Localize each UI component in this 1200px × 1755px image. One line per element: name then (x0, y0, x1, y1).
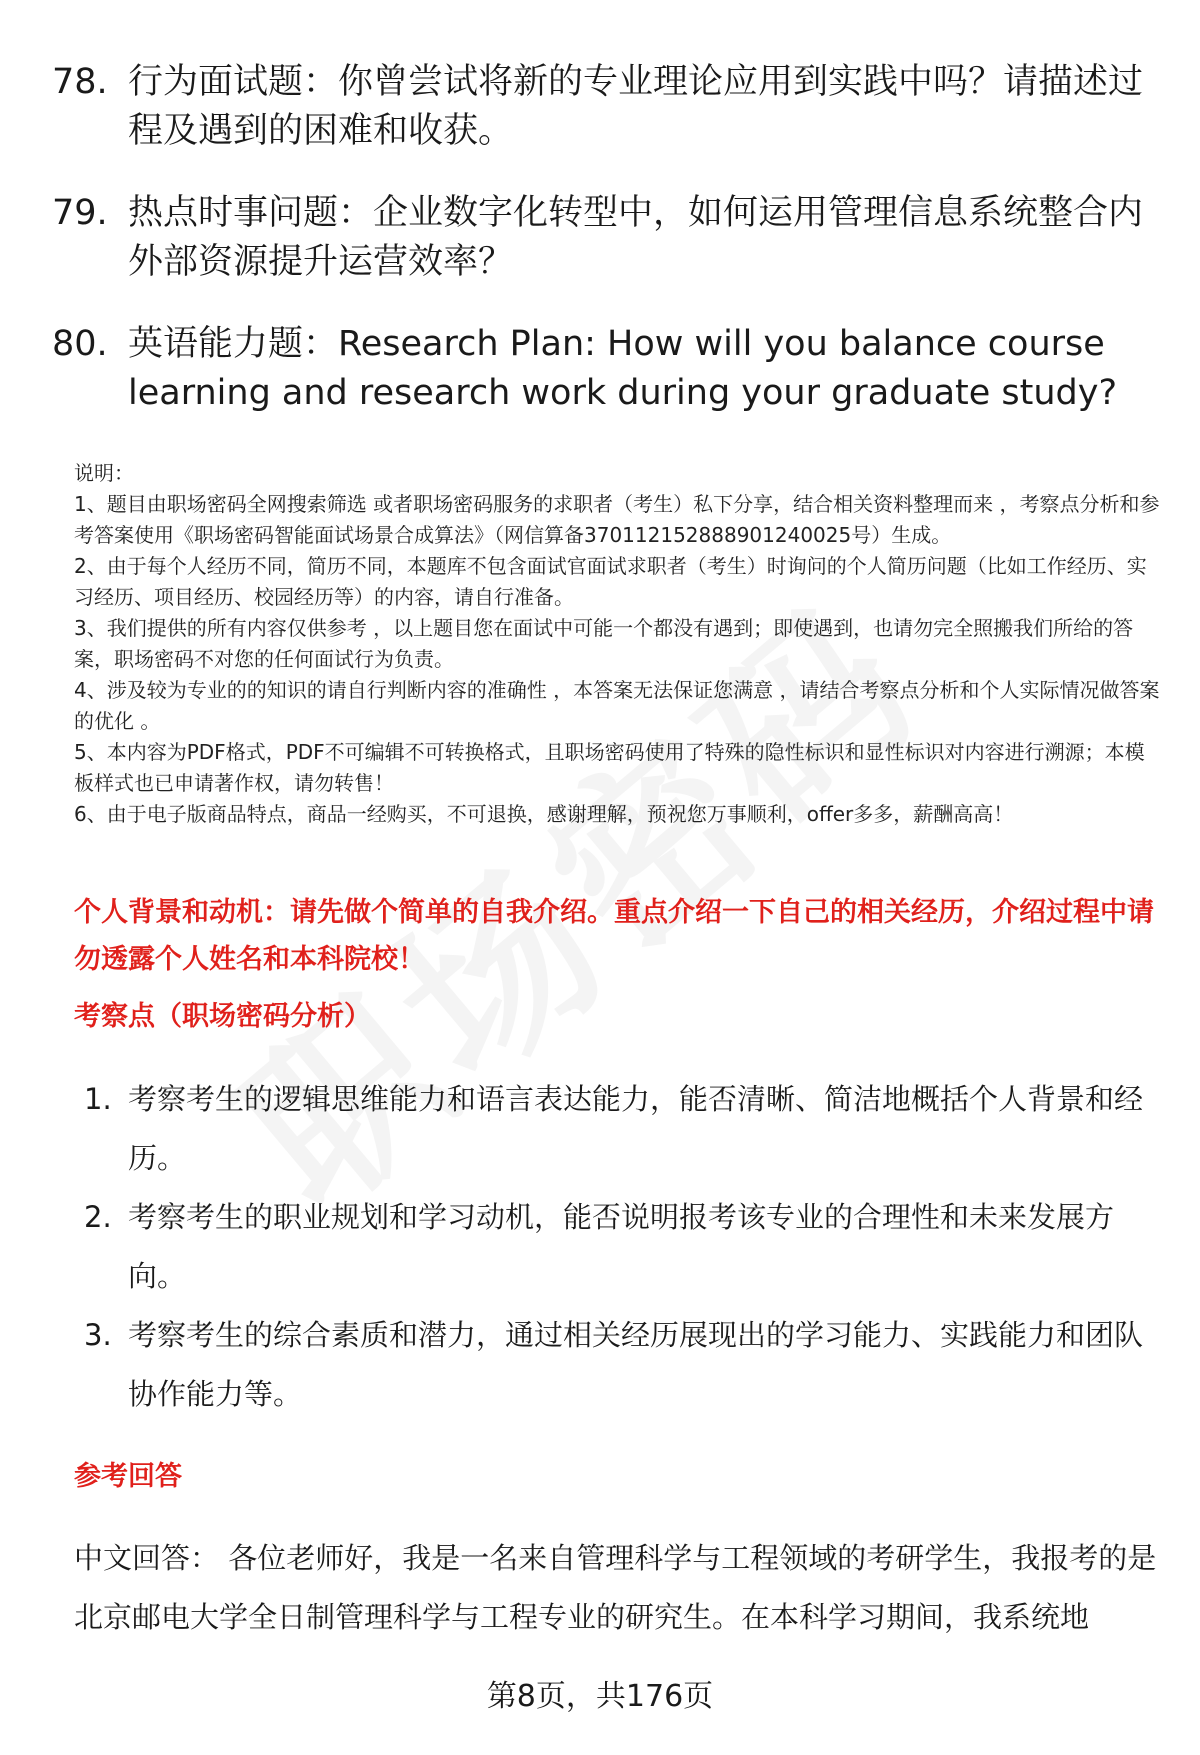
kaocha-item (84, 1188, 1160, 1306)
question-text: 热点时事问题：企业数字化转型中，如何运用管理信息系统整合内外部资源提升运营效率？ (128, 193, 1144, 282)
question-text: 英语能力题：Research Plan: How will you balance course learning and research work during your graduate study? (128, 324, 1118, 413)
note-item: 5、本内容为PDF格式，PDF不可编辑不可转换格式，且职场密码使用了特殊的隐性标识和显性标识对内容进行溯源；本模板样式也已申请著作权，请勿转售！ (74, 740, 1145, 795)
question-item (52, 58, 1152, 156)
question-item (52, 320, 1152, 418)
kaocha-item (84, 1306, 1160, 1424)
kaocha-item (84, 1070, 1160, 1188)
note-item: 1、题目由职场密码全网搜索筛选 或者职场密码服务的求职者（考生）私下分享，结合相关资料整理而来 ，考察点分析和参考答案使用《职场密码智能面试场景合成算法》（网信算备370112152888901240025号）生成。 (74, 492, 1160, 547)
question-number: 80. (52, 324, 108, 364)
kaocha-number: 3. (84, 1318, 112, 1352)
disclaimer-notes (74, 458, 1160, 830)
note-item: 4、涉及较为专业的的知识的请自行判断内容的准确性 ，本答案无法保证您满意 ，请结合考察点分析和个人实际情况做答案的优化 。 (74, 678, 1160, 733)
note-item: 3、我们提供的所有内容仅供参考 ，以上题目您在面试中可能一个都没有遇到；即使遇到，也请勿完全照搬我们所给的答案，职场密码不对您的任何面试行为负责。 (74, 616, 1134, 671)
question-number: 79. (52, 193, 108, 233)
kaocha-text: 考察考生的逻辑思维能力和语言表达能力，能否清晰、简洁地概括个人背景和经历。 (128, 1082, 1144, 1175)
reference-title: 参考回答 (74, 1461, 182, 1492)
kaocha-list (84, 1070, 1160, 1424)
question-number: 78. (52, 62, 108, 102)
kaocha-number: 1. (84, 1082, 112, 1116)
note-item: 6、由于电子版商品特点，商品一经购买，不可退换，感谢理解，预祝您万事顺利，offer多多，薪酬高高！ (74, 802, 1014, 826)
kaocha-text: 考察考生的职业规划和学习动机，能否说明报考该专业的合理性和未来发展方向。 (128, 1200, 1115, 1293)
kaocha-text: 考察考生的综合素质和潜力，通过相关经历展现出的学习能力、实践能力和团队协作能力等。 (128, 1318, 1144, 1411)
page-footer: 第8页，共176页 (486, 1679, 714, 1714)
background-question: 个人背景和动机：请先做个简单的自我介绍。重点介绍一下自己的相关经历，介绍过程中请勿透露个人姓名和本科院校！ (74, 897, 1154, 975)
question-item (52, 189, 1152, 287)
question-list (52, 58, 1152, 451)
notes-title: 说明： (74, 461, 134, 485)
question-text: 行为面试题：你曾尝试将新的专业理论应用到实践中吗？请描述过程及遇到的困难和收获。 (128, 62, 1144, 151)
kaocha-number: 2. (84, 1200, 112, 1234)
reference-answer: 中文回答： 各位老师好，我是一名来自管理科学与工程领域的考研学生，我报考的是北京邮电大学全日制管理科学与工程专业的研究生。在本科学习期间，我系统地 (74, 1541, 1157, 1634)
kaocha-title: 考察点（职场密码分析） (74, 1001, 371, 1032)
note-item: 2、由于每个人经历不同，简历不同，本题库不包含面试官面试求职者（考生）时询问的个人简历问题（比如工作经历、实习经历、项目经历、校园经历等）的内容，请自行准备。 (74, 554, 1147, 609)
